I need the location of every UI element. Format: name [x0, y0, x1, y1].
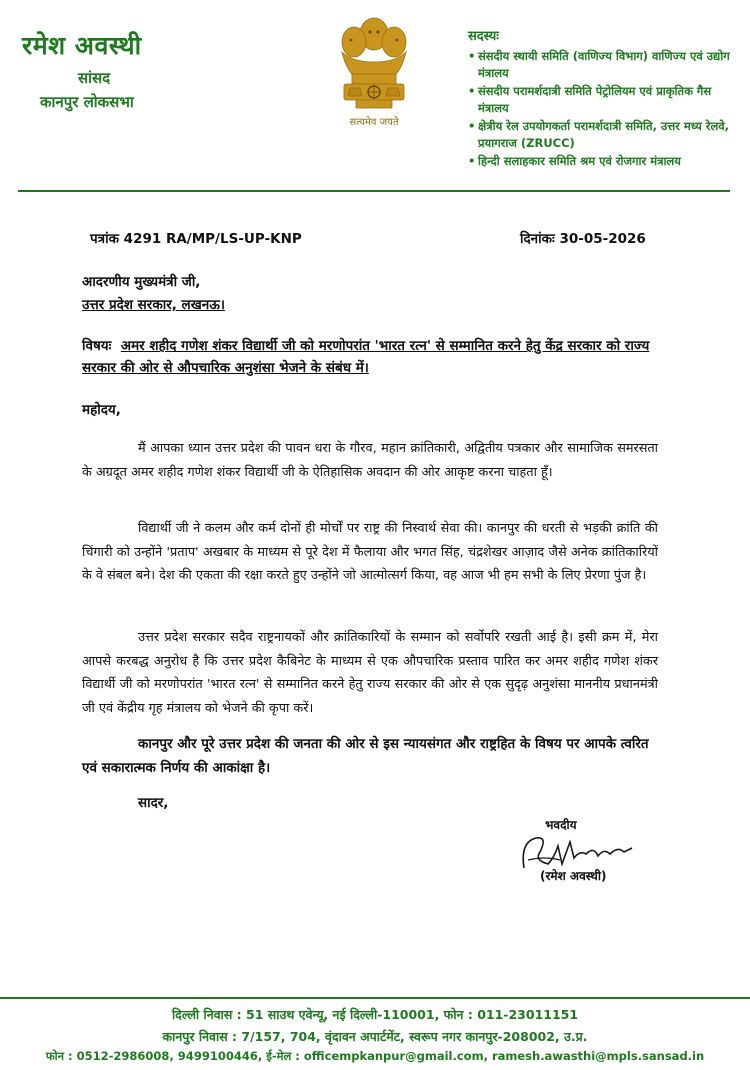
letter-date: दिनांकः 30-05-2026 [520, 231, 646, 247]
sender-constituency: कानपुर लोकसभा [40, 93, 134, 111]
closing-paragraph: कानपुर और पूरे उत्तर प्रदेश की जनता की ओर से इस न्यायसंगत और राष्ट्रहित के विषय पर आपके त्वरित एवं सकारात्मक निर्णय की आकांक्षा है। [82, 736, 649, 776]
body-paragraph: मैं आपका ध्यान उत्तर प्रदेश की पावन धरा के गौरव, महान क्रांतिकारी, अद्वितीय पत्रकार और सामाजिक समरसता के अग्रदूत अमर शहीद गणेश शंकर विद्यार्थी जी के ऐतिहासिक अवदान की ओर आकृष्ट करना चाहता हूँ। [82, 441, 658, 480]
footer-delhi-address: दिल्ली निवास : 51 साउथ एवेन्यू, नई दिल्ली-110001, फोन : 011-23011151 [171, 1007, 579, 1022]
recipient-name: आदरणीय मुख्यमंत्री जी, [82, 274, 201, 290]
emblem-motto: सत्यमेव जयते [349, 117, 399, 128]
footer-kanpur-address: कानपुर निवास : 7/157, 704, वृंदावन अपार्टमेंट, स्वरूप नगर कानपुर-208002, उ.प्र. [162, 1029, 588, 1044]
committee-item: • हिन्दी सलाहकार समिति श्रम एवं रोजगार मंत्रालय [468, 153, 738, 171]
sign-off: सादर, [138, 795, 169, 811]
subject-text: अमर शहीद गणेश शंकर विद्यार्थी जी को मरणोपरांत 'भारत रत्न' से सम्मानित करने हेतु केंद्र सरकार को राज्य सरकार की ओर से औपचारिक अनुशंसा भेजने के संबंध में। [82, 338, 650, 376]
committee-list [468, 28, 738, 170]
recipient-address: उत्तर प्रदेश सरकार, लखनऊ। [82, 297, 225, 313]
subject-label: विषयः [82, 338, 112, 354]
sender-name: रमेश अवस्थी [22, 31, 142, 60]
committee-title: सदस्यः [468, 29, 499, 44]
body-paragraph: विद्यार्थी जी ने कलम और कर्म दोनों ही मोर्चों पर राष्ट्र की निस्वार्थ सेवा की। कानपुर की धरती से भड़की क्रांति की चिंगारी को उन्होंने 'प्रताप' अखबार के माध्यम से पूरे देश में फैलाया और भगत सिंह, चंद्रशेखर आज़ाद जैसे अनेक क्रांतिकारियों के वे संबल बने। देश की एकता की रक्षा करते हुए उन्होंने जो आत्मोत्सर्ग किया, वह आज भी हम सभी के लिए प्रेरणा पुंज है। [82, 521, 658, 583]
subject-line [82, 335, 662, 379]
body-paragraph: उत्तर प्रदेश सरकार सदैव राष्ट्रनायकों और क्रांतिकारियों के सम्मान को सर्वोपरि रखती आई है। इसी क्रम में, मेरा आपसे करबद्ध अनुरोध है कि उत्तर प्रदेश कैबिनेट के माध्यम से एक औपचारिक प्रस्ताव पारित कर अमर शहीद गणेश शंकर विद्यार्थी जी को मरणोपरांत 'भारत रत्न' से सम्मानित करने हेतु राज्य सरकार की ओर से एक सुदृढ़ अनुशंसा माननीय प्रधानमंत्री जी एवं केंद्रीय गृह मंत्रालय को भेजने की कृपा करें। [82, 630, 658, 716]
committee-item: • क्षेत्रीय रेल उपयोगकर्ता परामर्शदात्री समिति, उत्तर मध्य रेलवे, प्रयागराज (ZRUCC) [468, 118, 738, 153]
reference-number: पत्रांक 4291 RA/MP/LS-UP-KNP [90, 231, 302, 247]
footer-contact: फोन : 0512-2986008, 9499100446, ई-मेल : officempkanpur@gmail.com, ramesh.awasthi@mpls.sansad.in [45, 1049, 705, 1063]
footer-divider [0, 997, 750, 999]
committee-item: • संसदीय स्थायी समिति (वाणिज्य विभाग) वाणिज्य एवं उद्योग मंत्रालय [468, 48, 738, 83]
yours-faithfully: भवदीय [545, 818, 577, 832]
state-emblem [326, 12, 422, 142]
header-divider [18, 190, 730, 192]
signer-name: (रमेश अवस्थी) [540, 869, 607, 883]
salutation: महोदय, [82, 402, 121, 418]
sender-designation: सांसद [78, 69, 111, 87]
committee-item: • संसदीय परामर्शदात्री समिति पेट्रोलियम एवं प्राकृतिक गैस मंत्रालय [468, 83, 738, 118]
